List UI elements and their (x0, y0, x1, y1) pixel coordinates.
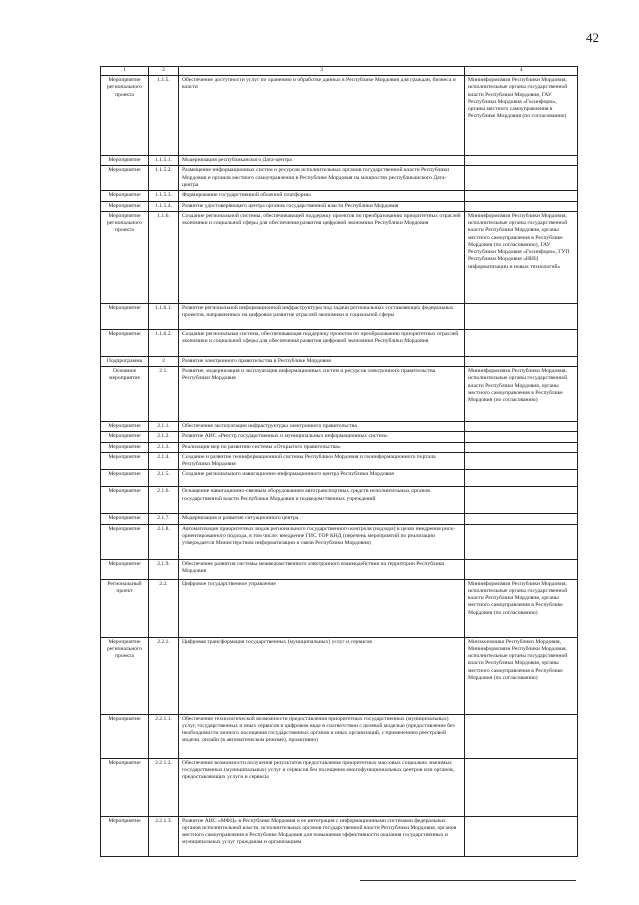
row-responsible-cell: Мининформсвязи Республики Мордовия, исполнительные органы государственной власти Республики Мордовия, органы местного самоуправления в Республике Мордовия (по согласованию), ГАУ Республики Мордовия «Госинформ», ГУП Республики Мордовия «НИЦ информатизации и новых технологий» (465, 211, 578, 303)
row-type-cell: Основное мероприятие (101, 367, 149, 422)
row-description-cell: Оснащение навигационно-связным оборудованием автотранспортных средств исполнительных органов государственной власти Республики Мордовия и подведомственных учреждений (179, 487, 465, 514)
row-description-cell: Обеспечение доступности услуг по хранению и обработке данных в Республике Мордовия для граждан, бизнеса и власти (179, 76, 465, 156)
row-responsible-cell (465, 714, 578, 758)
row-responsible-cell (465, 816, 578, 856)
row-responsible-cell (465, 758, 578, 816)
header-col-1: 1 (101, 67, 149, 76)
row-description-cell: Размещение информационных систем и ресурсов исполнительных органов государственной власти Республики Мордовия и органов местного самоуправления в Республике Мордовия на мощностях республиканского Дата-центра (179, 166, 465, 191)
row-type-cell: Мероприятие (101, 524, 149, 559)
row-responsible-cell (465, 432, 578, 442)
row-description-cell: Обеспечение возможности получения результатов предоставления приоритетных массовых социально значимых государственных (муниципальных) услуг и сервисов без посещения многофункциональных центров или органов, предоставляющих услуги и сервисы (179, 758, 465, 816)
header-col-2: 2 (149, 67, 179, 76)
row-number-cell: 2.1.7. (149, 514, 179, 524)
row-responsible-cell (465, 422, 578, 432)
row-responsible-cell (465, 201, 578, 211)
row-type-cell: Мероприятие (101, 303, 149, 329)
row-type-cell: Мероприятие (101, 559, 149, 579)
table-row (101, 191, 578, 201)
row-number-cell: 1.1.5.1. (149, 156, 179, 166)
row-number-cell: 1.1.6.2. (149, 329, 179, 356)
row-number-cell: 2.1.5. (149, 470, 179, 487)
table-row (101, 579, 578, 637)
table-row (101, 432, 578, 442)
row-type-cell: Мероприятие регионального проекта (101, 637, 149, 714)
table-row (101, 524, 578, 559)
row-responsible-cell (465, 166, 578, 191)
row-number-cell: 1.1.5.3. (149, 191, 179, 201)
row-description-cell: Цифровое государственное управление (179, 579, 465, 637)
row-responsible-cell: Мининформсвязи Республики Мордовия, исполнительные органы государственной власти Республики Мордовия, органы местного самоуправления в Республике Мордовия (по согласованию) (465, 367, 578, 422)
row-description-cell: Цифровая трансформация государственных (муниципальных) услуг и сервисов (179, 637, 465, 714)
table-row (101, 201, 578, 211)
row-responsible-cell: Минэкономики Республики Мордовия, Мининформсвязи Республики Мордовия, исполнительные органы государственной власти Республики Мордовия, органы местного самоуправления в Республике Мордовия (по согласованию) (465, 637, 578, 714)
row-responsible-cell (465, 329, 578, 356)
table-header-row (101, 67, 578, 76)
row-number-cell: 1.1.5.4. (149, 201, 179, 211)
row-number-cell: 2.2.1.1. (149, 714, 179, 758)
header-col-4: 4 (465, 67, 578, 76)
table-row (101, 166, 578, 191)
row-number-cell: 2.1.6. (149, 487, 179, 514)
header-col-3: 3 (179, 67, 465, 76)
row-type-cell: Мероприятие (101, 487, 149, 514)
row-description-cell: Автоматизация приоритетных видов регионального государственного контроля (надзора) в целях внедрения риск-ориентированного подхода, в том числе: внедрение ГИС ТОР КНД (перечень мероприятий по реализации утверждается Министерством информатизации и связи Республики Мордовия) (179, 524, 465, 559)
row-description-cell: Развитие региональной информационной инфраструктуры под задачи региональных составляющих федеральных проектов, направленных на цифровое развитие отраслей экономики и социальной сферы (179, 303, 465, 329)
table-row (101, 452, 578, 470)
row-description-cell: Реализация мер по развитию системы «Открытого правительства» (179, 442, 465, 452)
row-responsible-cell: Мининформсвязи Республики Мордовия, исполнительные органы государственной власти Республики Мордовия, ГАУ Республики Мордовия «Госинформ», органы местного самоуправления в Республике Мордовия (по согласованию) (465, 76, 578, 156)
bottom-rule (360, 880, 576, 881)
table-row (101, 637, 578, 714)
row-number-cell: 1.1.6. (149, 211, 179, 303)
row-type-cell: Мероприятие (101, 166, 149, 191)
row-number-cell: 2.1.1. (149, 422, 179, 432)
row-number-cell: 2.2.1.2. (149, 758, 179, 816)
row-responsible-cell (465, 487, 578, 514)
table-row (101, 303, 578, 329)
row-description-cell: Развитие АИС «МФЦ» в Республике Мордовия и ее интеграция с информационными системами федеральных органов исполнительной власти, исполнительных органов государственной власти Республики Мордовия, органов местного самоуправления в Республике Мордовия для повышения эффективности оказания государственных и муниципальных услуг гражданам и организациям (179, 816, 465, 856)
row-description-cell: Развитие удостоверяющего центра органов государственной власти Республики Мордовия (179, 201, 465, 211)
row-description-cell: Развитие электронного правительства в Республике Мордовия (179, 356, 465, 366)
row-responsible-cell (465, 524, 578, 559)
row-number-cell: 1.1.5.2. (149, 166, 179, 191)
table-row (101, 470, 578, 487)
row-description-cell: Создание региональная система, обеспечивающая поддержку проектов по преобразованию приоритетных отраслей экономики и социальной сферы для обеспечения развития цифровой экономики Республики Мордовия (179, 329, 465, 356)
row-type-cell: Мероприятие (101, 452, 149, 470)
row-number-cell: 2.1. (149, 367, 179, 422)
row-number-cell: 2.1.9. (149, 559, 179, 579)
row-type-cell: Мероприятие (101, 470, 149, 487)
table-row (101, 816, 578, 856)
table-row (101, 487, 578, 514)
table-row (101, 76, 578, 156)
row-type-cell: Мероприятие (101, 191, 149, 201)
row-number-cell: 2.2.1.3. (149, 816, 179, 856)
row-description-cell: Создание и развитие геоинформационной системы Республики Мордовия и геоинформационного портала Республики Мордовия (179, 452, 465, 470)
page-number: 42 (586, 30, 599, 45)
row-responsible-cell (465, 452, 578, 470)
row-type-cell: Мероприятие (101, 816, 149, 856)
row-number-cell: 2 (149, 356, 179, 366)
table-row (101, 367, 578, 422)
table-row (101, 442, 578, 452)
row-type-cell: Мероприятие (101, 156, 149, 166)
row-type-cell: Мероприятие (101, 514, 149, 524)
row-type-cell: Мероприятие регионального проекта (101, 211, 149, 303)
table-row (101, 422, 578, 432)
table-row (101, 758, 578, 816)
row-responsible-cell (465, 356, 578, 366)
row-description-cell: Создание регионального навигационно-информационного центра Республики Мордовия (179, 470, 465, 487)
row-responsible-cell (465, 559, 578, 579)
row-description-cell: Развитие, модернизация и эксплуатация информационных систем и ресурсов электронного правительства Республики Мордовия (179, 367, 465, 422)
row-type-cell: Мероприятие (101, 329, 149, 356)
row-description-cell: Обеспечение эксплуатации инфраструктуры электронного правительства (179, 422, 465, 432)
row-description-cell: Создание региональной системы, обеспечивающей поддержку проектов по преобразованию приоритетных отраслей экономики и социальной сферы для обеспечения развития цифровой экономики Республики Мордовия (179, 211, 465, 303)
row-number-cell: 2.2. (149, 579, 179, 637)
table-row (101, 356, 578, 366)
table-row (101, 714, 578, 758)
row-number-cell: 1.1.6.1. (149, 303, 179, 329)
row-responsible-cell: Мининформсвязи Республики Мордовия, исполнительные органы государственной власти Республики Мордовия, органы местного самоуправления в Республике Мордовия (по согласованию) (465, 579, 578, 637)
row-number-cell: 1.1.5. (149, 76, 179, 156)
row-description-cell: Модернизация и развитие ситуационного центра (179, 514, 465, 524)
row-responsible-cell (465, 442, 578, 452)
row-type-cell: Мероприятие (101, 714, 149, 758)
table-row (101, 211, 578, 303)
row-description-cell: Модернизация республиканского Дата-центра (179, 156, 465, 166)
measures-table (100, 66, 578, 857)
row-number-cell: 2.1.3. (149, 442, 179, 452)
table-row (101, 329, 578, 356)
table-row (101, 514, 578, 524)
row-number-cell: 2.1.4. (149, 452, 179, 470)
row-number-cell: 2.2.1. (149, 637, 179, 714)
row-responsible-cell (465, 191, 578, 201)
row-description-cell: Развитие АИС «Реестр государственных и муниципальных информационных систем» (179, 432, 465, 442)
table-row (101, 156, 578, 166)
row-type-cell: Мероприятие регионального проекта (101, 76, 149, 156)
row-responsible-cell (465, 156, 578, 166)
row-type-cell: Мероприятие (101, 432, 149, 442)
row-type-cell: Подпрограмма (101, 356, 149, 366)
row-responsible-cell (465, 514, 578, 524)
row-description-cell: Формирование государственной облачной платформы (179, 191, 465, 201)
table-row (101, 559, 578, 579)
row-number-cell: 2.1.8. (149, 524, 179, 559)
row-type-cell: Мероприятие (101, 201, 149, 211)
row-type-cell: Региональный проект (101, 579, 149, 637)
row-description-cell: Обеспечение технологической возможности предоставления приоритетных государственных (муниципальных) услуг, государственных и иных сервисов в цифровом виде в соответствии с целевой моделью (предоставление без необходимости личного посещения государственных органов и иных организаций, с применением реестровой модели, онлайн (в автоматическом режиме), проактивно) (179, 714, 465, 758)
row-type-cell: Мероприятие (101, 442, 149, 452)
row-type-cell: Мероприятие (101, 422, 149, 432)
row-responsible-cell (465, 470, 578, 487)
row-responsible-cell (465, 303, 578, 329)
row-number-cell: 2.1.2. (149, 432, 179, 442)
row-type-cell: Мероприятие (101, 758, 149, 816)
row-description-cell: Обеспечение развития системы межведомственного электронного взаимодействия на территории Республики Мордовия (179, 559, 465, 579)
